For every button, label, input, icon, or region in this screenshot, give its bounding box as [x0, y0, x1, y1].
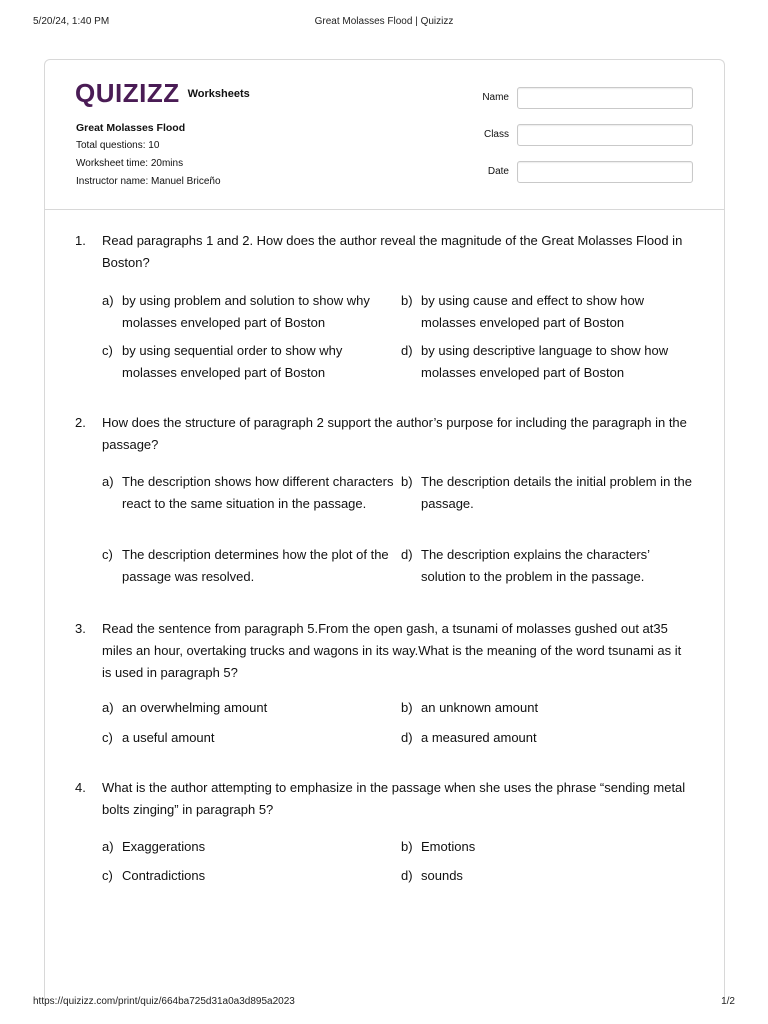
option-text: a measured amount [421, 730, 537, 745]
name-input[interactable] [517, 87, 693, 109]
option-letter: c) [102, 547, 113, 562]
option-letter: c) [102, 343, 113, 358]
date-field-row [445, 161, 695, 183]
option-letter: a) [102, 839, 114, 854]
option-text: a useful amount [122, 730, 215, 745]
question-number: 2. [75, 415, 86, 430]
option-letter: d) [401, 343, 413, 358]
option-text: by using cause and effect to show how molasses enveloped part of Boston [421, 293, 645, 330]
option-letter: b) [401, 839, 413, 854]
option-letter: d) [401, 730, 413, 745]
option-letter: a) [102, 474, 114, 489]
option-text: Contradictions [122, 868, 206, 883]
print-header [33, 16, 735, 30]
option-letter: b) [401, 700, 413, 715]
option-text: an overwhelming amount [122, 700, 268, 715]
worksheet-header [45, 60, 724, 210]
option-text: Emotions [421, 839, 476, 854]
instructor-name: Instructor name: Manuel Briceño [76, 176, 221, 187]
option-letter: b) [401, 293, 413, 308]
class-label: Class [483, 129, 509, 140]
worksheet-meta [76, 119, 221, 191]
option-text: The description details the initial problem in the passage. [421, 474, 692, 511]
option-text: by using problem and solution to show why molasses enveloped part of Boston [122, 293, 370, 330]
option-text: by using sequential order to show why molasses enveloped part of Boston [122, 343, 343, 380]
print-datetime: 5/20/24, 1:40 PM [33, 16, 110, 27]
page-number: 1/2 [721, 996, 735, 1007]
question-text: What is the author attempting to emphasize in the passage when she uses the phrase “sending metal bolts zinging” in paragraph 5? [102, 780, 686, 817]
date-label: Date [487, 166, 509, 177]
total-questions: Total questions: 10 [76, 140, 160, 151]
print-title: Great Molasses Flood | Quizizz [314, 16, 454, 27]
logo-section-label: Worksheets [187, 88, 250, 100]
question-text: How does the structure of paragraph 2 support the author’s purpose for including the paragraph in the passage? [102, 415, 687, 452]
name-label: Name [482, 92, 509, 103]
question-number: 4. [75, 780, 86, 795]
date-input[interactable] [517, 161, 693, 183]
quizizz-logo [75, 80, 250, 106]
option-text: The description determines how the plot of the passage was resolved. [122, 547, 389, 584]
option-text: The description shows how different characters react to the same situation in the passage. [122, 474, 394, 511]
question-number: 1. [75, 233, 86, 248]
option-text: The description explains the characters’ solution to the problem in the passage. [421, 547, 650, 584]
option-letter: b) [401, 474, 413, 489]
question-text: Read the sentence from paragraph 5.From the open gash, a tsunami of molasses gushed out at35 miles an hour, overtaking trucks and wagons in its way.What is the meaning of the word tsunami as it is used in paragraph 5? [102, 621, 682, 680]
option-text: by using descriptive language to show how molasses enveloped part of Boston [421, 343, 669, 380]
question-number: 3. [75, 621, 86, 636]
class-input[interactable] [517, 124, 693, 146]
option-letter: c) [102, 730, 113, 745]
name-field-row [445, 87, 695, 109]
option-text: sounds [421, 868, 463, 883]
option-letter: c) [102, 868, 113, 883]
print-url: https://quizizz.com/print/quiz/664ba725d31a0a3d895a2023 [33, 996, 295, 1007]
class-field-row [445, 124, 695, 146]
option-text: Exaggerations [122, 839, 206, 854]
print-footer [33, 996, 735, 1010]
question-text: Read paragraphs 1 and 2. How does the author reveal the magnitude of the Great Molasses Flood in Boston? [102, 233, 683, 270]
option-letter: a) [102, 293, 114, 308]
option-letter: a) [102, 700, 114, 715]
worksheet-card [44, 59, 725, 999]
logo-wordmark: QUIZIZZ [75, 78, 180, 108]
worksheet-time: Worksheet time: 20mins [76, 158, 184, 169]
option-letter: d) [401, 547, 413, 562]
option-letter: d) [401, 868, 413, 883]
worksheet-title: Great Molasses Flood [76, 122, 186, 134]
option-text: an unknown amount [421, 700, 539, 715]
